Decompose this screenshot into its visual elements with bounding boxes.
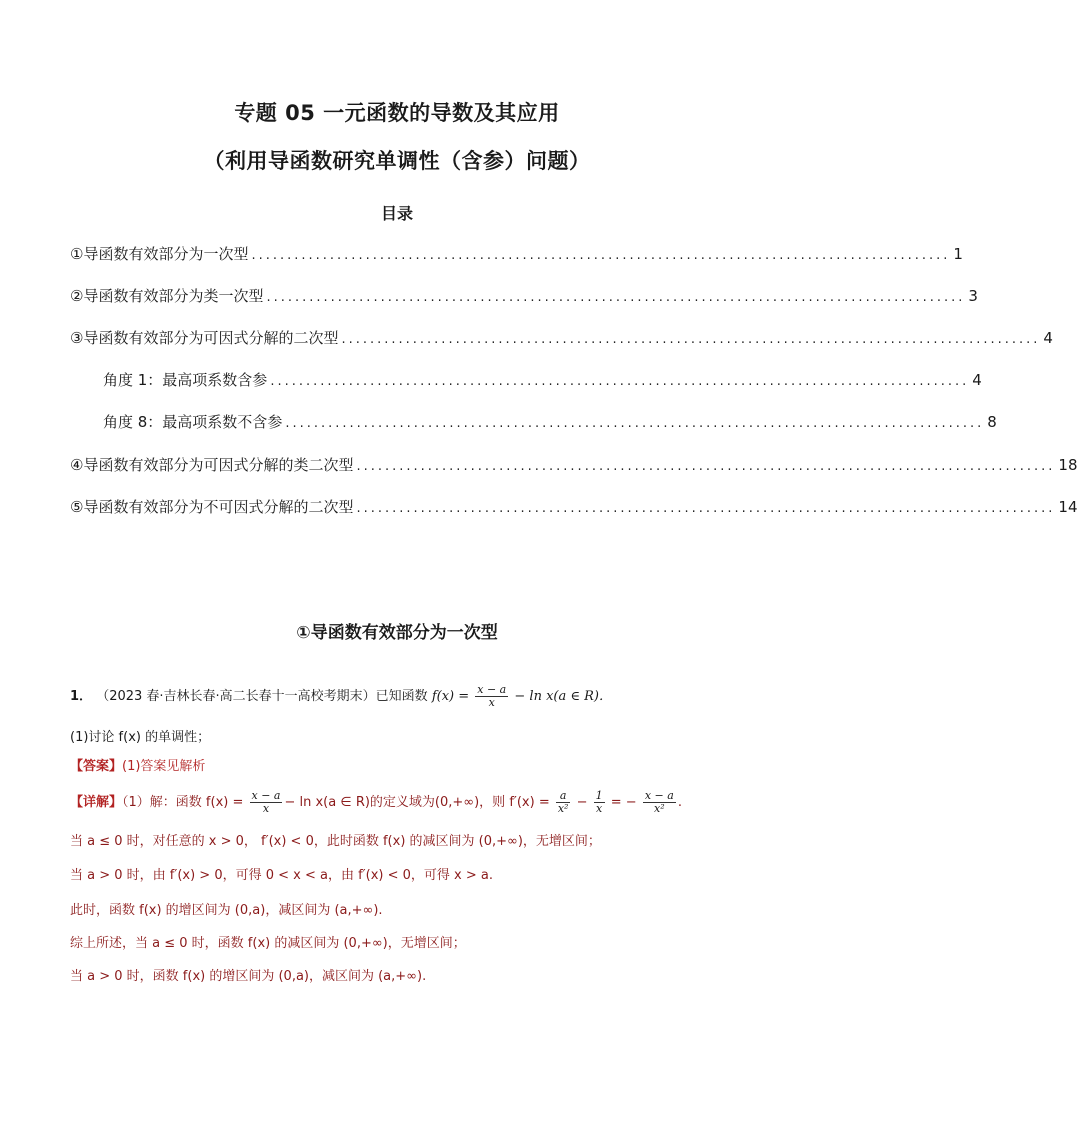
toc-entry-page: 18 — [1058, 456, 1078, 474]
solution-step: 此时，函数 f(x) 的增区间为 (0,a)，减区间为 (a,+∞). — [70, 903, 383, 918]
answer-line — [70, 755, 205, 774]
detail-mid: − ln x(a ∈ R)的定义域为(0,+∞)，则 f′(x) = — [284, 795, 554, 810]
toc-entry[interactable] — [70, 454, 1078, 476]
fraction-denominator: x² — [557, 802, 569, 815]
fraction-denominator: x — [488, 696, 495, 709]
toc-heading: 目录 — [380, 204, 413, 223]
detail-intro: （1）解：函数 f(x) = — [122, 795, 248, 810]
toc-leader-dots: .................................................................................................. — [285, 416, 985, 431]
problem-part1: (1)讨论 f(x) 的单调性； — [70, 730, 211, 745]
section-heading: ①导函数有效部分为一次型 — [296, 623, 498, 643]
function-suffix: − ln x(a ∈ R)． — [514, 689, 612, 704]
detail-line — [70, 790, 682, 815]
derivative-fraction-3 — [643, 790, 676, 815]
toc-entry-label: 角度 8：最高项系数不含参 — [103, 413, 283, 431]
toc-entry-label: ①导函数有效部分为一次型 — [70, 245, 249, 263]
fraction-numerator: 1 — [595, 789, 603, 802]
fraction-numerator: x − a — [251, 789, 281, 802]
equals-sign: = − — [606, 795, 641, 810]
function-fraction — [475, 684, 508, 709]
toc-entry-label: ②导函数有效部分为类一次型 — [70, 287, 264, 305]
toc-entry[interactable] — [70, 327, 1053, 349]
toc-leader-dots: .................................................................................................. — [356, 501, 1056, 516]
toc-entry[interactable] — [70, 243, 963, 265]
toc-leader-dots: .................................................................................................. — [356, 459, 1056, 474]
toc-leader-dots: .................................................................................................. — [251, 248, 951, 263]
solution-step: 综上所述，当 a ≤ 0 时，函数 f(x) 的减区间为 (0,+∞)，无增区间； — [70, 936, 466, 951]
answer-tag: 【答案】 — [70, 759, 123, 774]
fraction-numerator: x − a — [477, 683, 507, 696]
toc-subentry[interactable] — [103, 411, 997, 433]
toc-entry-page: 1 — [953, 245, 963, 263]
answer-text: (1)答案见解析 — [122, 759, 206, 774]
toc-leader-dots: .................................................................................................. — [341, 332, 1041, 347]
detail-fraction — [250, 790, 283, 815]
fraction-numerator: a — [556, 790, 571, 803]
toc-entry[interactable] — [70, 496, 1078, 518]
toc-entry-page: 8 — [987, 413, 997, 431]
toc-entry-page: 4 — [972, 371, 982, 389]
page-title: 专题 05 一元函数的导数及其应用 — [234, 101, 560, 125]
derivative-fraction-2 — [594, 790, 605, 815]
toc-entry-page: 4 — [1043, 329, 1053, 347]
detail-end: . — [677, 795, 682, 810]
problem-number: 1． — [70, 689, 93, 704]
page-subtitle: （利用导函数研究单调性（含参）问题） — [203, 149, 591, 173]
fraction-denominator: x — [596, 802, 603, 815]
fraction-denominator: x² — [654, 802, 665, 815]
solution-step: 当 a ≤ 0 时，对任意的 x > 0， f′(x) < 0，此时函数 f(x) 的减区间为 (0,+∞)，无增区间； — [70, 834, 601, 849]
fraction-numerator: x − a — [644, 789, 674, 802]
solution-step: 当 a > 0 时，函数 f(x) 的增区间为 (0,a)，减区间为 (a,+∞). — [70, 969, 427, 984]
function-prefix: f(x) = — [431, 689, 474, 704]
toc-entry-label: 角度 1：最高项系数含参 — [103, 371, 268, 389]
toc-subentry[interactable] — [103, 369, 982, 391]
toc-entry-label: ④导函数有效部分为可因式分解的类二次型 — [70, 456, 354, 474]
toc-entry-page: 14 — [1058, 498, 1078, 516]
toc-leader-dots: .................................................................................................. — [270, 374, 970, 389]
problem-source: （2023 春·吉林长春·高二长春十一高校考期末）已知函数 — [96, 689, 428, 704]
toc-entry-label: ③导函数有效部分为可因式分解的二次型 — [70, 329, 339, 347]
toc-leader-dots: .................................................................................................. — [266, 290, 966, 305]
detail-tag: 【详解】 — [70, 795, 123, 810]
toc-entry-page: 3 — [968, 287, 978, 305]
minus-sign: − — [572, 795, 592, 810]
derivative-fraction-1 — [556, 790, 571, 815]
toc-entry-label: ⑤导函数有效部分为不可因式分解的二次型 — [70, 498, 354, 516]
toc-entry[interactable] — [70, 285, 978, 307]
solution-step: 当 a > 0 时，由 f′(x) > 0，可得 0 < x < a，由 f′(x) < 0，可得 x > a. — [70, 868, 493, 883]
fraction-denominator: x — [262, 802, 270, 815]
problem-statement — [70, 684, 612, 709]
